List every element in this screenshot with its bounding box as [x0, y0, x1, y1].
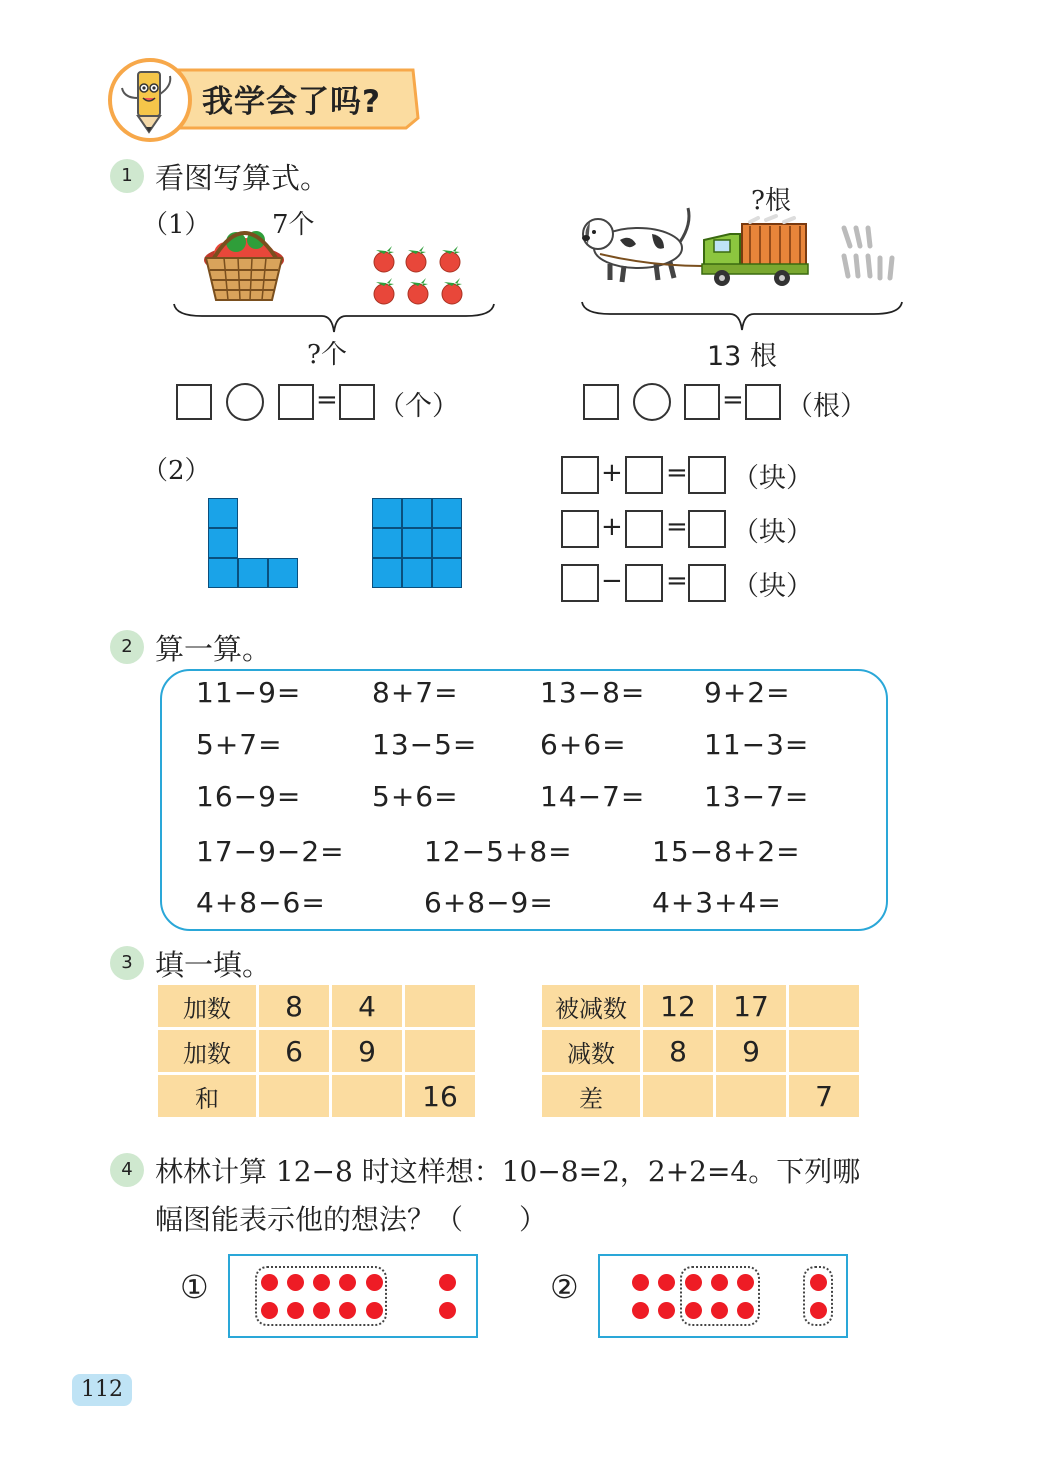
- carrots-icon: [366, 238, 476, 310]
- section-header: [108, 58, 428, 142]
- calc-item: 8+7=: [372, 676, 459, 709]
- answer-box[interactable]: [684, 384, 720, 420]
- calc-item: 5+7=: [196, 728, 283, 761]
- left-bottom-question: ?个: [307, 340, 347, 370]
- dog-icon: [582, 208, 689, 282]
- operator: −: [601, 566, 623, 596]
- table-cell[interactable]: [788, 1029, 861, 1074]
- table-cell: 8: [258, 984, 331, 1029]
- table-cell: 6: [258, 1029, 331, 1074]
- truck-icon: [702, 216, 808, 286]
- table-cell: 16: [404, 1074, 477, 1119]
- answer-box[interactable]: [583, 384, 619, 420]
- answer-box[interactable]: [688, 564, 726, 602]
- option-2-card[interactable]: [598, 1254, 848, 1338]
- calc-item: 16−9=: [196, 780, 302, 813]
- operator-circle[interactable]: [226, 383, 264, 421]
- unit-label: （个）: [378, 391, 459, 422]
- table-cell[interactable]: [258, 1074, 331, 1119]
- calc-item: 13−5=: [372, 728, 478, 761]
- answer-box[interactable]: [625, 510, 663, 548]
- left-brace: [172, 302, 496, 336]
- left-top-count: 7个: [272, 210, 315, 240]
- option-1-label[interactable]: ①: [180, 1268, 209, 1306]
- question-4-line1: 林林计算 12−8 时这样想：10−8=2，2+2=4。下列哪: [155, 1155, 861, 1188]
- table-cell: 9: [331, 1029, 404, 1074]
- calc-item: 5+6=: [372, 780, 459, 813]
- calc-item: 13−7=: [704, 780, 810, 813]
- table-cell: 8: [642, 1029, 715, 1074]
- equals-sign: =: [316, 385, 338, 415]
- calc-item: 11−3=: [704, 728, 810, 761]
- table-cell: 9: [715, 1029, 788, 1074]
- right-brace: [580, 300, 904, 334]
- question-3-title: 填一填。: [155, 948, 272, 982]
- table-cell[interactable]: [788, 984, 861, 1029]
- equation-row: [560, 564, 860, 604]
- answer-box[interactable]: [625, 564, 663, 602]
- option-2-label[interactable]: ②: [550, 1268, 579, 1306]
- dog-truck-icon: [580, 204, 812, 294]
- question-1-badge: 1: [110, 159, 144, 193]
- table-cell[interactable]: [331, 1074, 404, 1119]
- table-cell: 4: [331, 984, 404, 1029]
- subtraction-table: [539, 982, 862, 1120]
- unit-label: （块）: [732, 463, 813, 494]
- table-cell: 7: [788, 1074, 861, 1119]
- table-cell: 17: [715, 984, 788, 1029]
- answer-box[interactable]: [688, 456, 726, 494]
- calc-item: 12−5+8=: [424, 835, 573, 868]
- calc-item: 15−8+2=: [652, 835, 801, 868]
- part-2-label: （2）: [142, 456, 211, 486]
- page-number: 112: [72, 1374, 132, 1406]
- question-2-title: 算一算。: [155, 632, 272, 666]
- calc-item: 9+2=: [704, 676, 791, 709]
- table-cell[interactable]: [404, 984, 477, 1029]
- operator: +: [601, 512, 623, 542]
- calc-item: 4+3+4=: [652, 886, 782, 919]
- question-4-line2: 幅图能表示他的想法？（ ）: [155, 1203, 548, 1236]
- equals-sign: =: [666, 512, 688, 542]
- cube-shape-l: [206, 490, 306, 590]
- operator: +: [601, 458, 623, 488]
- answer-box[interactable]: [561, 456, 599, 494]
- calc-item: 14−7=: [540, 780, 646, 813]
- answer-box[interactable]: [278, 384, 314, 420]
- calc-item: 6+6=: [540, 728, 627, 761]
- unit-label: （块）: [732, 571, 813, 602]
- cube-shape-square: [372, 490, 472, 590]
- question-4-badge: 4: [110, 1153, 144, 1187]
- answer-box[interactable]: [561, 564, 599, 602]
- calc-item: 4+8−6=: [196, 886, 326, 919]
- row-label: 和: [157, 1074, 258, 1119]
- unit-label: （块）: [732, 517, 813, 548]
- row-label: 加数: [157, 984, 258, 1029]
- calc-item: 17−9−2=: [196, 835, 345, 868]
- calc-item: 11−9=: [196, 676, 302, 709]
- table-cell[interactable]: [715, 1074, 788, 1119]
- row-label: 被减数: [541, 984, 642, 1029]
- question-3-badge: 3: [110, 946, 144, 980]
- equation-row: [560, 510, 860, 550]
- right-top-question: ?根: [751, 186, 791, 216]
- right-bottom-count: 13 根: [707, 341, 777, 372]
- bones-icon: [834, 222, 900, 284]
- table-cell[interactable]: [404, 1029, 477, 1074]
- answer-box[interactable]: [688, 510, 726, 548]
- answer-box[interactable]: [176, 384, 212, 420]
- equals-sign: =: [666, 566, 688, 596]
- answer-box[interactable]: [339, 384, 375, 420]
- answer-box[interactable]: [745, 384, 781, 420]
- operator-circle[interactable]: [633, 383, 671, 421]
- row-label: 差: [541, 1074, 642, 1119]
- page-title: 我学会了吗?: [202, 84, 381, 120]
- row-label: 减数: [541, 1029, 642, 1074]
- table-cell[interactable]: [642, 1074, 715, 1119]
- addition-table: [155, 982, 478, 1120]
- table-cell: 12: [642, 984, 715, 1029]
- unit-label: （根）: [786, 391, 867, 422]
- equals-sign: =: [666, 458, 688, 488]
- equals-sign: =: [722, 385, 744, 415]
- question-2-badge: 2: [110, 630, 144, 664]
- question-1-title: 看图写算式。: [155, 161, 330, 195]
- part-1-label: （1）: [142, 210, 211, 240]
- equation-row: [560, 456, 860, 496]
- calc-item: 6+8−9=: [424, 886, 554, 919]
- answer-box[interactable]: [625, 456, 663, 494]
- calc-item: 13−8=: [540, 676, 646, 709]
- option-1-card[interactable]: [228, 1254, 478, 1338]
- answer-box[interactable]: [561, 510, 599, 548]
- row-label: 加数: [157, 1029, 258, 1074]
